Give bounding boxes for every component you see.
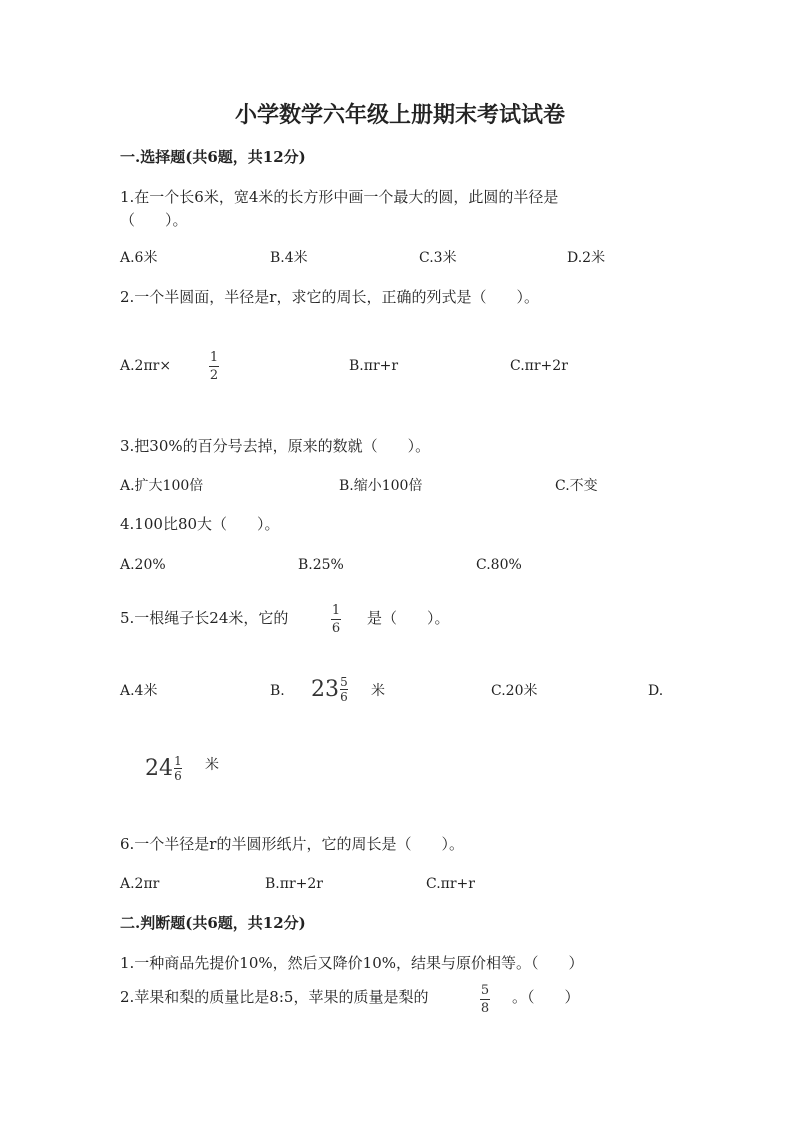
section-heading-choice: 一.选择题(共6题，共12分) xyxy=(120,148,306,166)
fraction-numerator: 5 xyxy=(340,675,348,689)
q1-option-a: A.6米 xyxy=(120,250,158,266)
judgment-2-text-end: 。（ ） xyxy=(512,988,580,1006)
question-5-text-end: 是（ ）。 xyxy=(367,609,450,627)
fraction-denominator: 6 xyxy=(174,769,182,783)
question-6-text: 6.一个半径是r的半圆形纸片，它的周长是（ ）。 xyxy=(120,835,464,853)
mixed-whole: 23 xyxy=(311,676,339,702)
question-5-text: 5.一根绳子长24米，它的 xyxy=(120,609,289,627)
page-title: 小学数学六年级上册期末考试试卷 xyxy=(234,102,565,128)
q4-option-c: C.80% xyxy=(476,557,522,573)
fraction-bar xyxy=(209,366,219,367)
fraction-bar xyxy=(480,999,490,1000)
fraction-denominator: 6 xyxy=(340,690,348,704)
fraction-denominator: 8 xyxy=(480,1001,490,1016)
question-4-text: 4.100比80大（ ）。 xyxy=(120,515,280,533)
section-heading-judgment: 二.判断题(共6题，共12分) xyxy=(120,914,306,932)
q3-option-b: B.缩小100倍 xyxy=(339,478,423,494)
q5-option-d-mixed-number xyxy=(145,755,182,782)
q2-option-b: B.πr+r xyxy=(349,358,399,374)
q5-option-d-unit: 米 xyxy=(205,757,219,773)
q1-option-c: C.3米 xyxy=(419,250,457,266)
q6-option-b: B.πr+2r xyxy=(265,876,323,892)
mixed-fraction xyxy=(340,676,348,703)
q5-option-b-unit: 米 xyxy=(371,683,385,699)
q5-fraction xyxy=(331,604,341,635)
judgment-2-text: 2.苹果和梨的质量比是8:5，苹果的质量是梨的 xyxy=(120,988,429,1006)
q4-option-b: B.25% xyxy=(298,557,344,573)
q5-option-b-mixed-number xyxy=(311,676,348,703)
mixed-whole: 24 xyxy=(145,755,173,781)
judgment-2-fraction xyxy=(480,984,490,1015)
fraction-denominator: 6 xyxy=(331,621,341,636)
q2-option-a-fraction xyxy=(209,351,219,382)
q2-option-c: C.πr+2r xyxy=(510,358,568,374)
fraction-numerator: 5 xyxy=(480,983,490,998)
fraction-numerator: 1 xyxy=(331,603,341,618)
judgment-1-text: 1.一种商品先提价10%，然后又降价10%，结果与原价相等。（ ） xyxy=(120,954,584,972)
fraction-numerator: 1 xyxy=(209,350,219,365)
q6-option-a: A.2πr xyxy=(120,876,160,892)
q6-option-c: C.πr+r xyxy=(426,876,475,892)
mixed-fraction xyxy=(174,755,182,782)
question-1-text-cont: （ ）。 xyxy=(120,211,188,229)
q2-option-a: A.2πr× xyxy=(120,358,172,374)
q1-option-b: B.4米 xyxy=(270,250,308,266)
q5-option-d-label: D. xyxy=(648,683,664,699)
q4-option-a: A.20% xyxy=(120,557,166,573)
q1-option-d: D.2米 xyxy=(567,250,606,266)
fraction-denominator: 2 xyxy=(209,368,219,383)
q5-option-b-label: B. xyxy=(270,683,285,699)
fraction-bar xyxy=(331,619,341,620)
question-3-text: 3.把30%的百分号去掉，原来的数就（ ）。 xyxy=(120,437,431,455)
q3-option-c: C.不变 xyxy=(555,478,598,494)
question-2-text: 2.一个半圆面，半径是r，求它的周长，正确的列式是（ ）。 xyxy=(120,288,539,306)
q5-option-a: A.4米 xyxy=(120,683,158,699)
q5-option-c: C.20米 xyxy=(491,683,538,699)
question-1-text: 1.在一个长6米，宽4米的长方形中画一个最大的圆，此圆的半径是 xyxy=(120,188,559,206)
q3-option-a: A.扩大100倍 xyxy=(120,478,204,494)
fraction-numerator: 1 xyxy=(174,754,182,768)
